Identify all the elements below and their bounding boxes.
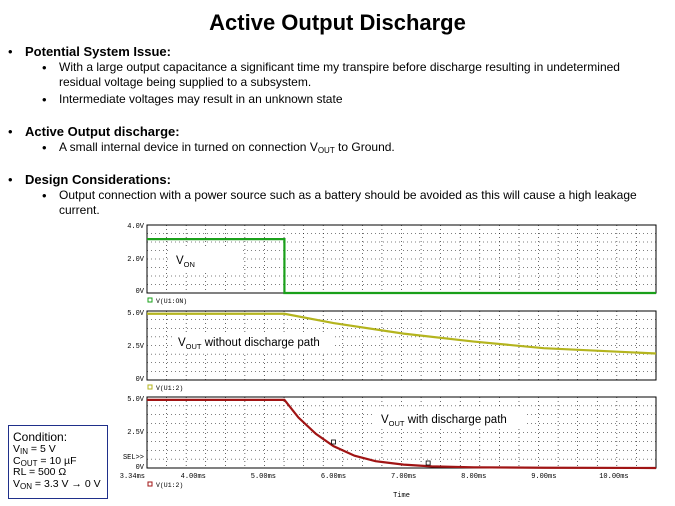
bullet-dot: •	[42, 60, 47, 75]
bullet-text: Output connection with a power source such as a battery should be avoided as this will cause a high leakage current.	[59, 188, 637, 217]
bullet-text: Intermediate voltages may result in an unknown state	[59, 92, 343, 106]
y-tick-label: 4.0V	[127, 223, 144, 231]
x-tick-label: 5.00ms	[250, 473, 276, 481]
annotation-label: $V_{OUT}$ without discharge path	[178, 337, 320, 351]
legend-label: V(U1:2)	[156, 482, 184, 489]
annotation-label: $V_{ON}$	[176, 255, 195, 269]
y-tick-label: 2.0V	[127, 256, 144, 264]
condition-line: $V_{ON} = 3.3$ V → 0 V	[13, 477, 101, 491]
text-part: to Ground.	[334, 140, 395, 154]
y-tick-label: 2.5V	[127, 429, 144, 437]
x-tick-label: 10.00ms	[599, 473, 629, 481]
bullet-dot: •	[8, 124, 13, 139]
x-tick-label: 7.00ms	[390, 473, 417, 481]
legend-marker	[148, 482, 152, 486]
y-tick-label: 5.0V	[127, 310, 144, 318]
section-heading: Design Considerations:	[25, 172, 171, 187]
condition-line: RL = 500 Ω	[13, 466, 67, 478]
legend-label: V(U1:2)	[156, 385, 184, 392]
bullet-dot: •	[42, 140, 47, 155]
cursor-marker	[426, 461, 430, 465]
legend-marker	[148, 298, 152, 302]
condition-line: $V_{IN} = 5$ V	[13, 443, 56, 456]
y-tick-label: 0V	[135, 288, 144, 296]
x-axis-label: Time	[393, 492, 410, 500]
subscript: OUT	[317, 146, 335, 155]
y-tick-label: 0V	[135, 464, 144, 472]
bullet-dot: •	[42, 188, 47, 203]
annotation-label: $V_{OUT}$ with discharge path	[381, 414, 507, 428]
x-tick-label: 6.00ms	[320, 473, 347, 481]
condition-heading: Condition:	[13, 430, 68, 444]
legend-label: V(U1:ON)	[156, 298, 188, 305]
section-heading: Potential System Issue:	[25, 44, 171, 59]
x-tick-label: 9.00ms	[531, 473, 557, 481]
y-tick-label: 0V	[135, 376, 144, 384]
condition-line: $C_{OUT} = 10$ µF	[13, 454, 77, 468]
x-tick-label: 4.00ms	[180, 473, 206, 481]
bullet-dot: •	[8, 172, 13, 187]
bullet-text: With a large output capacitance a significant time my transpire before discharge resulting in undetermined residual voltage being supplied to a subsystem.	[59, 60, 620, 89]
x-tick-label: 8.00ms	[461, 473, 487, 481]
section-heading: Active Output discharge:	[25, 124, 180, 139]
slide-title: Active Output Discharge	[209, 10, 466, 35]
cursor-marker	[331, 440, 335, 444]
y-tick-label: 5.0V	[127, 396, 144, 404]
bullet-dot: •	[8, 44, 13, 59]
bullet-dot: •	[42, 92, 47, 107]
text-part: A small internal device in turned on connection V	[59, 140, 318, 154]
x-tick-label: 3.34ms	[119, 473, 145, 481]
y-tick-label: SEL>>	[122, 454, 144, 462]
legend-marker	[148, 385, 152, 389]
y-tick-label: 2.5V	[127, 343, 144, 351]
